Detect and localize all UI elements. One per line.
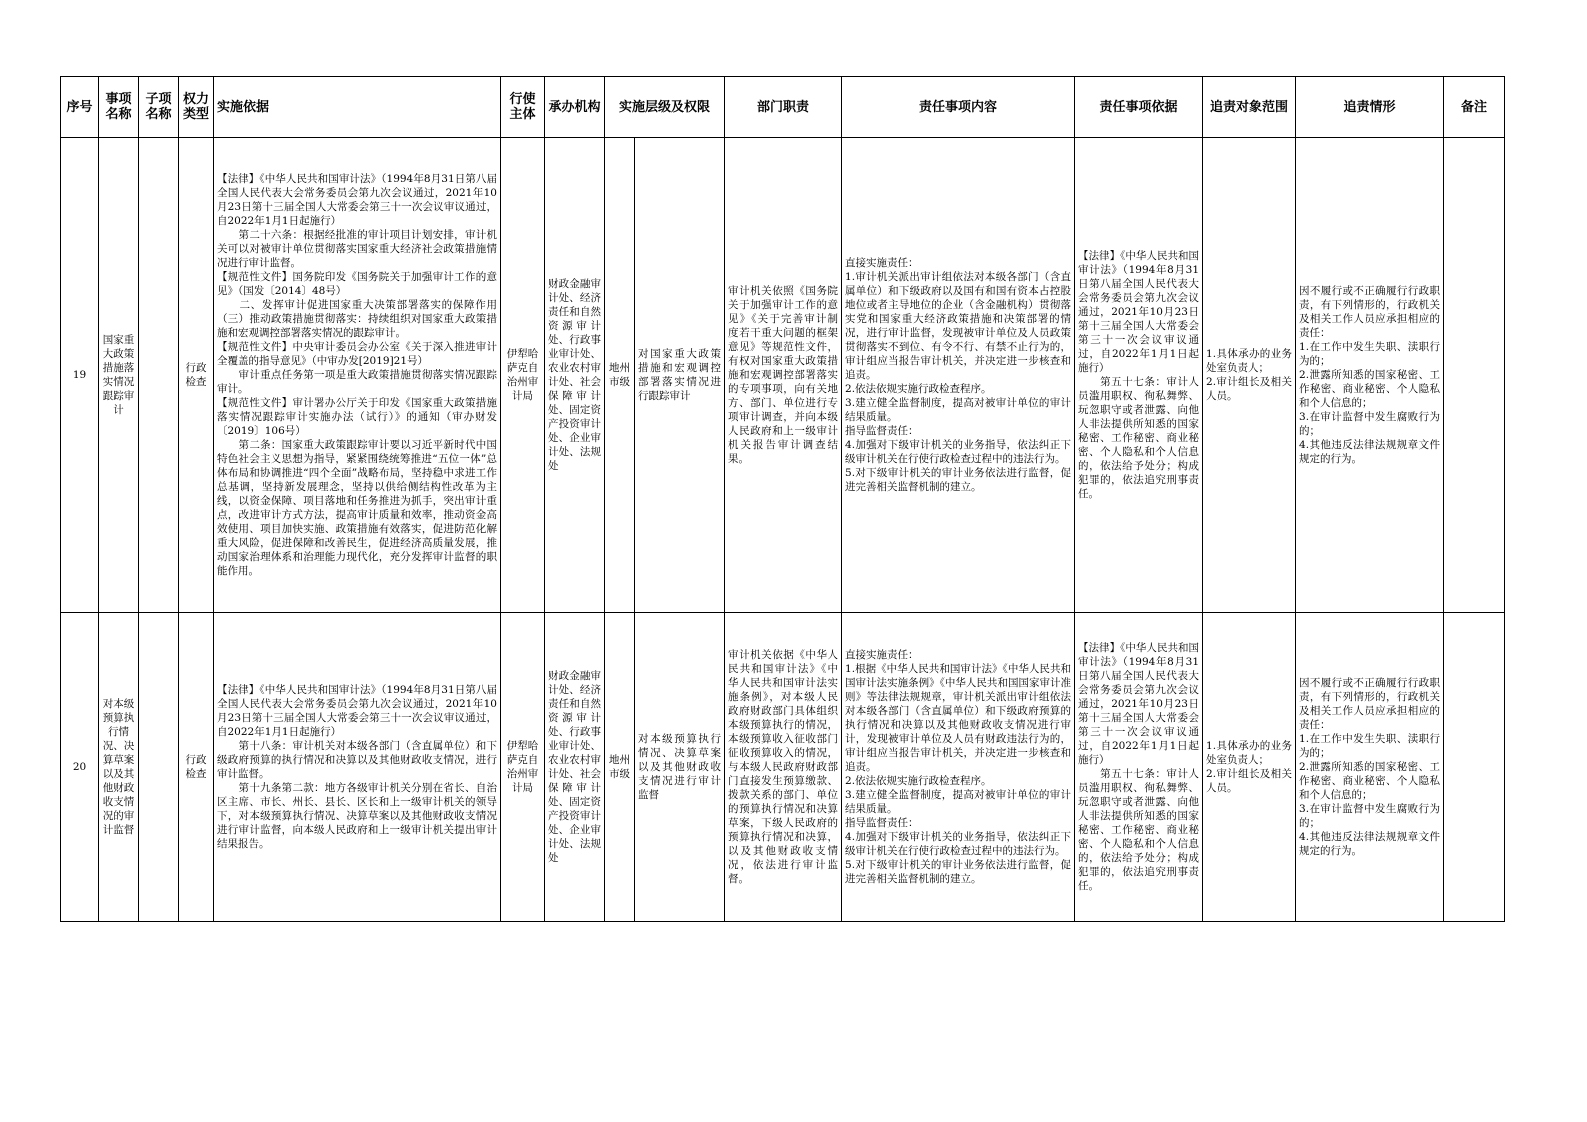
cell-situation: 因不履行或不正确履行行政职责，有下列情形的，行政机关及相关工作人员应承担相应的责任： 1.在工作中发生失职、渎职行为的； 2.泄露所知悉的国家秘密、工作秘密、商业秘密、个人隐私和个人信息的； 3.在审计监督中发生腐败行为的； 4.其他违反法律法规规章文件规定的行为。 — [1296, 138, 1444, 613]
header-basis: 实施依据 — [214, 77, 501, 138]
header-sub-item: 子项名称 — [139, 77, 179, 138]
cell-subject: 伊犁哈萨克自治州审计局 — [501, 138, 545, 613]
cell-resp-content: 直接实施责任： 1.审计机关派出审计组依法对本级各部门（含直属单位）和下级政府以及国有和国有资本占控股地位或者主导地位的企业（含金融机构）贯彻落实党和国家重大经济政策措施和决策部署的情况，进行审计监督，发现被审计单位及人员政策贯彻落实不到位、有令不行、有禁不止行为的，审计组应当报告审计机关，并决定进一步核查和追责。 2.依法依规实施行政检查程序。 3.建立健全监督制度，提高对被审计单位的审计结果质量。 指导监督责任： 4.加强对下级审计机关的业务指导，依法纠正下级审计机关在行使行政检查过程中的违法行为。 5.对下级审计机关的审计业务依法进行监督，促进完善相关监督机制的建立。 — [842, 138, 1075, 613]
cell-agency: 财政金融审计处、经济责任和自然资源审计处、行政事业审计处、农业农村审计处、社会保障审计处、固定资产投资审计处、企业审计处、法规处 — [545, 613, 605, 922]
cell-basis: 【法律】《中华人民共和国审计法》（1994年8月31日第八届全国人民代表大会常务委员会第九次会议通过，2021年10月23日第十三届全国人大常委会第三十一次会议审议通过，自2022年1月1日起施行） 第十八条：审计机关对本级各部门（含直属单位）和下级政府预算的执行情况和决算以及其他财政收支情况，进行审计监督。 第十九条第二款：地方各级审计机关分别在省长、自治区主席、市长、州长、县长、区长和上一级审计机关的领导下，对本级预算执行情况、决算草案以及其他财政收支情况进行审计监督，向本级人民政府和上一级审计机关提出审计结果报告。 — [214, 613, 501, 922]
cell-note — [1444, 613, 1505, 922]
header-agency: 承办机构 — [545, 77, 605, 138]
cell-sub-item — [139, 613, 179, 922]
cell-subject: 伊犁哈萨克自治州审计局 — [501, 613, 545, 922]
cell-agency: 财政金融审计处、经济责任和自然资源审计处、行政事业审计处、农业农村审计处、社会保障审计处、固定资产投资审计处、企业审计处、法规处 — [545, 138, 605, 613]
cell-level: 地州市级 — [605, 138, 635, 613]
cell-situation: 因不履行或不正确履行行政职责，有下列情形的，行政机关及相关工作人员应承担相应的责任： 1.在工作中发生失职、渎职行为的； 2.泄露所知悉的国家秘密、工作秘密、商业秘密、个人隐私和个人信息的； 3.在审计监督中发生腐败行为的； 4.其他违反法律法规规章文件规定的行为。 — [1296, 613, 1444, 922]
cell-note — [1444, 138, 1505, 613]
cell-power-type: 行政检查 — [179, 613, 214, 922]
cell-duty: 审计机关依照《国务院关于加强审计工作的意见》《关于完善审计制度若干重大问题的框架意见》等规范性文件，有权对国家重大政策措施和宏观调控部署落实的专项事项，向有关地方、部门、单位进行专项审计调查，并向本级人民政府和上一级审计机关报告审计调查结果。 — [725, 138, 842, 613]
cell-authority: 对本级预算执行情况、决算草案以及其他财政收支情况进行审计监督 — [635, 613, 725, 922]
header-seq: 序号 — [61, 77, 99, 138]
table-row — [61, 138, 1505, 613]
header-row — [61, 77, 1505, 138]
cell-item-name: 对本级预算执行情况、决算草案以及其他财政收支情况的审计监督 — [99, 613, 139, 922]
cell-basis: 【法律】《中华人民共和国审计法》（1994年8月31日第八届全国人民代表大会常务委员会第九次会议通过，2021年10月23日第十三届全国人大常委会第三十一次会议审议通过，自2022年1月1日起施行） 第二十六条：根据经批准的审计项目计划安排，审计机关可以对被审计单位贯彻落实国家重大经济社会政策措施情况进行审计监督。 【规范性文件】国务院印发《国务院关于加强审计工作的意见》（国发〔2014〕48号） 二、发挥审计促进国家重大决策部署落实的保障作用（三）推动政策措施贯彻落实：持续组织对国家重大政策措施和宏观调控部署落实情况的跟踪审计。 【规范性文件】中央审计委员会办公室《关于深入推进审计全覆盖的指导意见》（中审办发[2019]21号） 审计重点任务第一项是重大政策措施贯彻落实情况跟踪审计。 【规范性文件】审计署办公厅关于印发《国家重大政策措施落实情况跟踪审计实施办法（试行）》的通知（审办财发〔2019〕106号） 第二条：国家重大政策跟踪审计要以习近平新时代中国特色社会主义思想为指导，紧紧围绕统筹推进“五位一体”总体布局和协调推进“四个全面”战略布局，坚持稳中求进工作总基调，坚持新发展理念，坚持以供给侧结构性改革为主线，以资金保障、项目落地和任务推进为抓手，突出审计重点，改进审计方式方法，提高审计质量和效率，推动资金高效使用、项目加快实施、政策措施有效落实，促进防范化解重大风险，促进保障和改善民生，促进经济高质量发展，推动国家治理体系和治理能力现代化，充分发挥审计监督的职能作用。 — [214, 138, 501, 613]
header-note: 备注 — [1444, 77, 1505, 138]
cell-level: 地州市级 — [605, 613, 635, 922]
cell-item-name: 国家重大政策措施落实情况跟踪审计 — [99, 138, 139, 613]
cell-scope: 1.具体承办的业务处室负责人； 2.审计组长及相关人员。 — [1203, 613, 1296, 922]
cell-resp-basis: 【法律】《中华人民共和国审计法》（1994年8月31日第八届全国人民代表大会常务委员会第九次会议通过，2021年10月23日第十三届全国人大常委会第三十一次会议审议通过，自2022年1月1日起施行） 第五十七条：审计人员滥用职权、徇私舞弊、玩忽职守或者泄露、向他人非法提供所知悉的国家秘密、工作秘密、商业秘密、个人隐私和个人信息的，依法给予处分；构成犯罪的，依法追究刑事责任。 — [1075, 613, 1203, 922]
cell-duty: 审计机关依据《中华人民共和国审计法》《中华人民共和国审计法实施条例》，对本级人民政府财政部门具体组织本级预算执行的情况，本级预算收入征收部门征收预算收入的情况，与本级人民政府财政部门直接发生预算缴款、拨款关系的部门、单位的预算执行情况和决算草案，下级人民政府的预算执行情况和决算，以及其他财政收支情况，依法进行审计监督。 — [725, 613, 842, 922]
header-resp-content: 责任事项内容 — [842, 77, 1075, 138]
cell-power-type: 行政检查 — [179, 138, 214, 613]
header-scope: 追责对象范围 — [1203, 77, 1296, 138]
cell-resp-basis: 【法律】《中华人民共和国审计法》（1994年8月31日第八届全国人民代表大会常务委员会第九次会议通过，2021年10月23日第十三届全国人大常委会第三十一次会议审议通过，自2022年1月1日起施行） 第五十七条：审计人员滥用职权、徇私舞弊、玩忽职守或者泄露、向他人非法提供所知悉的国家秘密、工作秘密、商业秘密、个人隐私和个人信息的，依法给予处分；构成犯罪的，依法追究刑事责任。 — [1075, 138, 1203, 613]
header-power-type: 权力类型 — [179, 77, 214, 138]
cell-authority: 对国家重大政策措施和宏观调控部署落实情况进行跟踪审计 — [635, 138, 725, 613]
cell-scope: 1.具体承办的业务处室负责人； 2.审计组长及相关人员。 — [1203, 138, 1296, 613]
cell-seq: 19 — [61, 138, 99, 613]
header-level: 实施层级及权限 — [605, 77, 725, 138]
header-item-name: 事项名称 — [99, 77, 139, 138]
cell-sub-item — [139, 138, 179, 613]
responsibility-table — [60, 76, 1505, 922]
header-resp-basis: 责任事项依据 — [1075, 77, 1203, 138]
header-situation: 追责情形 — [1296, 77, 1444, 138]
header-duty: 部门职责 — [725, 77, 842, 138]
header-subject: 行使主体 — [501, 77, 545, 138]
cell-resp-content: 直接实施责任： 1.根据《中华人民共和国审计法》《中华人民共和国审计法实施条例》《中华人民共和国国家审计准则》等法律法规规章，审计机关派出审计组依法对本级各部门（含直属单位）和下级政府预算的执行情况和决算以及其他财政收支情况进行审计，发现被审计单位及人员有财政违法行为的，审计组应当报告审计机关，并决定进一步核查和追责。 2.依法依规实施行政检查程序。 3.建立健全监督制度，提高对被审计单位的审计结果质量。 指导监督责任： 4.加强对下级审计机关的业务指导，依法纠正下级审计机关在行使行政检查过程中的违法行为。 5.对下级审计机关的审计业务依法进行监督，促进完善相关监督机制的建立。 — [842, 613, 1075, 922]
cell-seq: 20 — [61, 613, 99, 922]
table-row — [61, 613, 1505, 922]
